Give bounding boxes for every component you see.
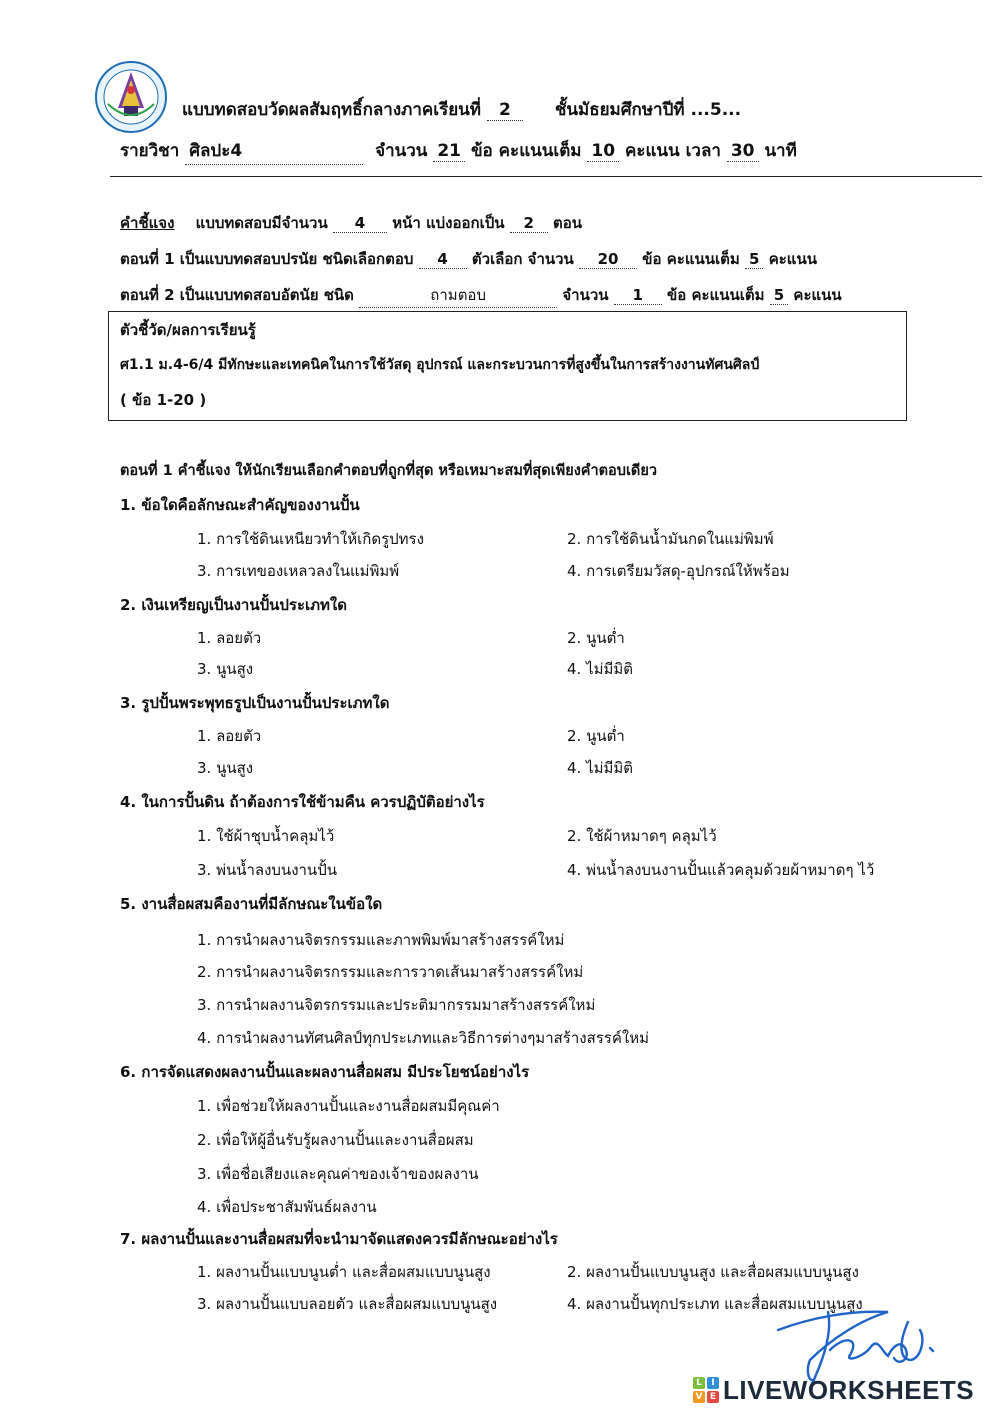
part1-description (120, 247, 817, 271)
instructions-text-a: แบบทดสอบมีจำนวน (195, 214, 328, 232)
part2-score: 5 (770, 286, 788, 305)
q1-option-2[interactable]: 2. การใช้ดินน้ำมันกดในแม่พิมพ์ (567, 530, 774, 548)
part2-text-b: จำนวน (562, 286, 609, 304)
indicator-range: ( ข้อ 1-20 ) (120, 391, 207, 409)
part1-instruction: ตอนที่ 1 คำชี้แจง ให้นักเรียนเลือกคำตอบที่ถูกที่สุด หรือเหมาะสมที่สุดเพียงคำตอบเดียว (120, 463, 657, 479)
q5-option-1[interactable]: 1. การนำผลงานจิตรกรรมและภาพพิมพ์มาสร้างสรรค์ใหม่ (197, 931, 565, 949)
q4-option-1[interactable]: 1. ใช้ผ้าชุบน้ำคลุมไว้ (197, 827, 335, 845)
q5-option-3[interactable]: 3. การนำผลงานจิตรกรรมและประติมากรรมมาสร้างสรรค์ใหม่ (197, 996, 596, 1014)
q3-option-3[interactable]: 3. นูนสูง (197, 759, 254, 777)
part2-type: ถามตอบ (359, 283, 557, 308)
q3-option-4[interactable]: 4. ไม่มีมิติ (567, 759, 634, 777)
q1-option-3[interactable]: 3. การเทของเหลวลงในแม่พิมพ์ (197, 562, 400, 580)
school-logo (94, 60, 168, 134)
q2-option-1[interactable]: 1. ลอยตัว (197, 629, 262, 647)
q4-option-2[interactable]: 2. ใช้ผ้าหมาดๆ คลุมไว้ (567, 827, 717, 845)
lw-icon-e: E (707, 1391, 719, 1403)
instructions-line-1 (120, 211, 582, 235)
parts-value: 2 (510, 214, 548, 233)
part1-text-d: คะแนน (768, 250, 817, 268)
instructions-label: คำชี้แจง (120, 214, 175, 232)
q6-option-2[interactable]: 2. เพื่อให้ผู้อื่นรับรู้ผลงานปั้นและงานสื่อผสม (197, 1131, 474, 1149)
q2-option-3[interactable]: 3. นูนสูง (197, 660, 254, 678)
count-label: จำนวน (375, 141, 428, 161)
subject-value: ศิลปะ4 (185, 137, 363, 165)
question-6: 6. การจัดแสดงผลงานปั้นและผลงานสื่อผสม มีประโยชน์อย่างไร (120, 1063, 530, 1081)
q6-option-4[interactable]: 4. เพื่อประชาสัมพันธ์ผลงาน (197, 1198, 377, 1216)
question-7: 7. ผลงานปั้นและงานสื่อผสมที่จะนำมาจัดแสดงควรมีลักษณะอย่างไร (120, 1230, 558, 1248)
question-4: 4. ในการปั้นดิน ถ้าต้องการใช้ข้ามคืน ควรปฏิบัติอย่างไร (120, 793, 485, 811)
score-unit: คะแนน เวลา (624, 141, 721, 161)
grade-label: ชั้นมัธยมศึกษาปีที่ ...5... (554, 100, 742, 120)
q3-option-1[interactable]: 1. ลอยตัว (197, 727, 262, 745)
part2-text-c: ข้อ คะแนนเต็ม (667, 286, 765, 304)
items-label: ข้อ คะแนนเต็ม (470, 141, 582, 161)
question-5: 5. งานสื่อผสมคืองานที่มีลักษณะในข้อใด (120, 895, 383, 913)
part1-count: 20 (579, 250, 637, 269)
part1-text-a: ตอนที่ 1 เป็นแบบทดสอบปรนัย ชนิดเลือกตอบ (120, 250, 414, 268)
full-score-value: 10 (587, 141, 619, 162)
part1-score: 5 (745, 250, 763, 269)
q6-option-3[interactable]: 3. เพื่อชื่อเสียงและคุณค่าของเจ้าของผลงาน (197, 1165, 479, 1183)
header-divider (110, 176, 982, 177)
q2-option-4[interactable]: 4. ไม่มีมิติ (567, 660, 634, 678)
q5-option-4[interactable]: 4. การนำผลงานทัศนศิลป์ทุกประเภทและวิธีการต่างๆมาสร้างสรรค์ใหม่ (197, 1029, 649, 1047)
liveworksheets-brand: LIVEWORKSHEETS (723, 1374, 975, 1405)
time-unit: นาที (764, 141, 797, 161)
count-value: 21 (433, 141, 465, 162)
q7-option-3[interactable]: 3. ผลงานปั้นแบบลอยตัว และสื่อผสมแบบนูนสูง (197, 1295, 498, 1313)
instructions-text-b: หน้า แบ่งออกเป็น (392, 214, 505, 232)
q7-option-1[interactable]: 1. ผลงานปั้นแบบนูนต่ำ และสื่อผสมแบบนูนสูง (197, 1263, 491, 1281)
part1-text-b: ตัวเลือก จำนวน (471, 250, 574, 268)
lw-icon-l: L (693, 1377, 705, 1389)
q6-option-1[interactable]: 1. เพื่อช่วยให้ผลงานปั้นและงานสื่อผสมมีคุณค่า (197, 1097, 500, 1115)
part2-text-d: คะแนน (793, 286, 842, 304)
question-1: 1. ข้อใดคือลักษณะสำคัญของงานปั้น (120, 496, 360, 514)
q5-option-2[interactable]: 2. การนำผลงานจิตรกรรมและการวาดเส้นมาสร้างสรรค์ใหม่ (197, 963, 584, 981)
indicator-title: ตัวชี้วัด/ผลการเรียนรู้ (120, 321, 256, 339)
header-subject-line (120, 137, 797, 165)
q4-option-4[interactable]: 4. พ่นน้ำลงบนงานปั้นแล้วคลุมด้วยผ้าหมาดๆ ไว้ (567, 861, 875, 879)
q4-option-3[interactable]: 3. พ่นน้ำลงบนงานปั้น (197, 861, 337, 879)
q7-option-4[interactable]: 4. ผลงานปั้นทุกประเภท และสื่อผสมแบบนูนสูง (567, 1295, 863, 1313)
q1-option-1[interactable]: 1. การใช้ดินเหนียวทำให้เกิดรูปทรง (197, 530, 424, 548)
part2-count: 1 (614, 286, 662, 305)
instructions-text-c: ตอน (552, 214, 582, 232)
part1-choices: 4 (419, 250, 467, 269)
q1-option-4[interactable]: 4. การเตรียมวัสดุ-อุปกรณ์ให้พร้อม (567, 562, 790, 580)
q7-option-2[interactable]: 2. ผลงานปั้นแบบนูนสูง และสื่อผสมแบบนูนสูง (567, 1263, 859, 1281)
subject-label: รายวิชา (120, 141, 180, 161)
liveworksheets-icon (693, 1377, 719, 1403)
pages-value: 4 (333, 214, 387, 233)
part1-text-c: ข้อ คะแนนเต็ม (642, 250, 740, 268)
liveworksheets-logo (693, 1375, 974, 1405)
lw-icon-i: I (707, 1377, 719, 1389)
time-value: 30 (727, 141, 759, 162)
term-number: 2 (487, 100, 523, 121)
header-title-line (182, 96, 741, 123)
lw-icon-v: V (693, 1391, 705, 1403)
exam-title: แบบทดสอบวัดผลสัมฤทธิ์กลางภาคเรียนที่ (182, 100, 481, 120)
part2-text-a: ตอนที่ 2 เป็นแบบทดสอบอัตนัย ชนิด (120, 286, 354, 304)
q3-option-2[interactable]: 2. นูนต่ำ (567, 727, 625, 745)
q2-option-2[interactable]: 2. นูนต่ำ (567, 629, 625, 647)
part2-description (120, 283, 842, 308)
indicator-text: ศ1.1 ม.4-6/4 มีทักษะและเทคนิคในการใช้วัสดุ อุปกรณ์ และกระบวนการที่สูงขึ้นในการสร้างงานทัศนศิลป์ (120, 357, 760, 373)
question-3: 3. รูปปั้นพระพุทธรูปเป็นงานปั้นประเภทใด (120, 694, 390, 712)
question-2: 2. เงินเหรียญเป็นงานปั้นประเภทใด (120, 596, 347, 614)
